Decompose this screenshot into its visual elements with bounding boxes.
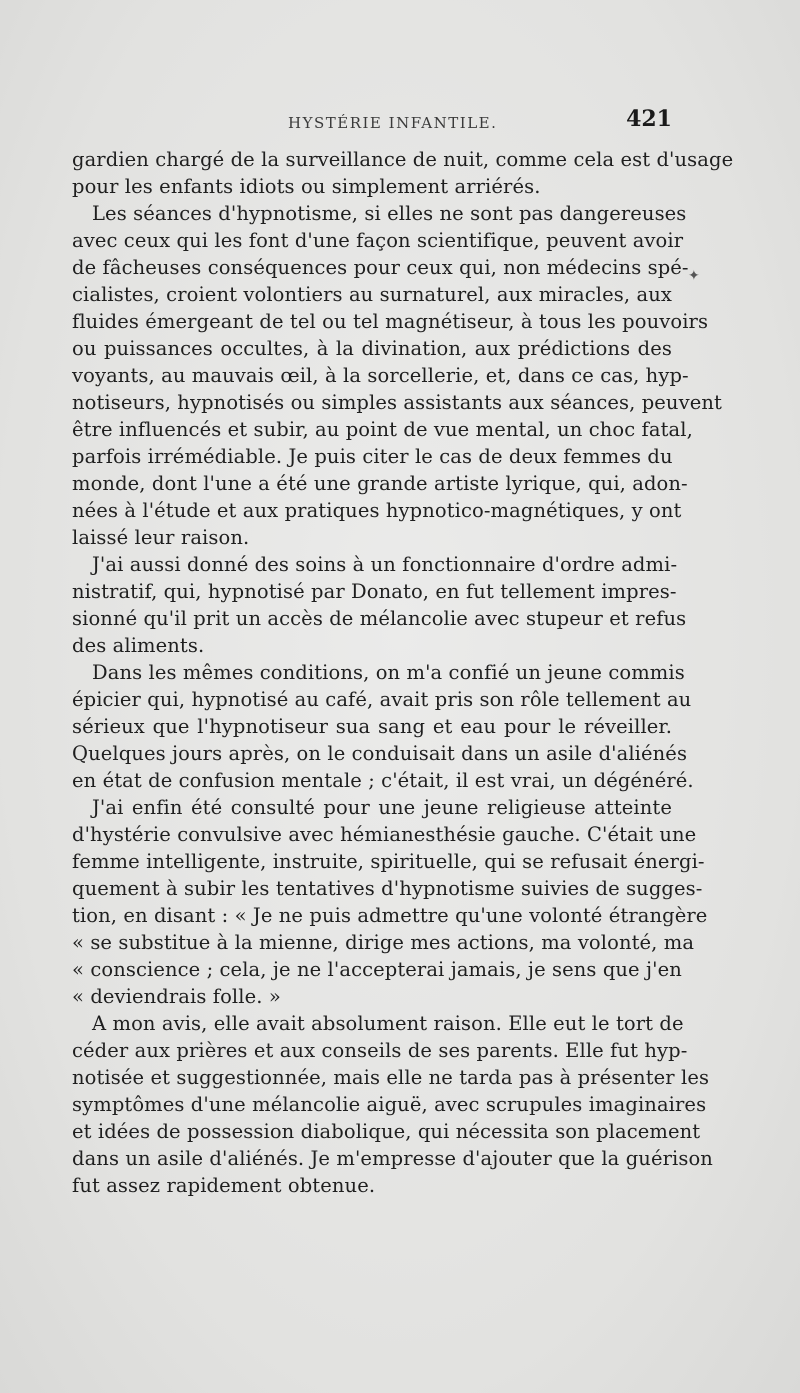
text-line: J'ai enfin été consulté pour une jeune religieuse atteinte bbox=[92, 796, 672, 819]
text-line: de fâcheuses conséquences pour ceux qui, non médecins spé- bbox=[72, 256, 689, 279]
text-line: des aliments. bbox=[72, 634, 205, 657]
text-line: avec ceux qui les font d'une façon scientifique, peuvent avoir bbox=[72, 229, 684, 252]
text-line: Dans les mêmes conditions, on m'a confié un jeune commis bbox=[92, 661, 685, 684]
text-line: femme intelligente, instruite, spirituelle, qui se refusait énergi- bbox=[72, 850, 705, 873]
text-line: notisée et suggestionnée, mais elle ne tarda pas à présenter les bbox=[72, 1066, 710, 1089]
body-text bbox=[72, 146, 734, 1199]
text-line: gardien chargé de la surveillance de nuit, comme cela est d'usage bbox=[72, 148, 734, 171]
text-line: dans un asile d'aliénés. Je m'empresse d'ajouter que la guérison bbox=[72, 1147, 713, 1170]
text-line: être influencés et subir, au point de vue mental, un choc fatal, bbox=[72, 418, 693, 441]
text-line: Quelques jours après, on le conduisait dans un asile d'aliénés bbox=[72, 742, 688, 765]
text-line: nistratif, qui, hypnotisé par Donato, en fut tellement impres- bbox=[72, 580, 677, 603]
text-line: tion, en disant : « Je ne puis admettre qu'une volonté étrangère bbox=[72, 904, 708, 927]
text-line: parfois irrémédiable. Je puis citer le cas de deux femmes du bbox=[72, 445, 673, 468]
text-line: laissé leur raison. bbox=[72, 526, 250, 549]
text-line: symptômes d'une mélancolie aiguë, avec scrupules imaginaires bbox=[72, 1093, 707, 1116]
text-line: fluides émergeant de tel ou tel magnétiseur, à tous les pouvoirs bbox=[72, 310, 709, 333]
page-number: 421 bbox=[626, 106, 672, 132]
text-line: et idées de possession diabolique, qui nécessita son placement bbox=[72, 1120, 701, 1143]
text-line: « deviendrais folle. » bbox=[72, 985, 281, 1008]
text-line: A mon avis, elle avait absolument raison. Elle eut le tort de bbox=[92, 1012, 684, 1035]
text-line: voyants, au mauvais œil, à la sorcellerie, et, dans ce cas, hyp- bbox=[72, 364, 689, 387]
text-line: monde, dont l'une a été une grande artiste lyrique, qui, adon- bbox=[72, 472, 688, 495]
text-line: pour les enfants idiots ou simplement arriérés. bbox=[72, 175, 541, 198]
text-line: « se substitue à la mienne, dirige mes actions, ma volonté, ma bbox=[72, 931, 695, 954]
text-line: céder aux prières et aux conseils de ses parents. Elle fut hyp- bbox=[72, 1039, 688, 1062]
text-line: « conscience ; cela, je ne l'accepterai jamais, je sens que j'en bbox=[72, 958, 682, 981]
text-line: ou puissances occultes, à la divination, aux prédictions des bbox=[72, 337, 672, 360]
margin-mark: ✦ bbox=[688, 268, 700, 284]
text-line: notiseurs, hypnotisés ou simples assistants aux séances, peuvent bbox=[72, 391, 722, 414]
text-line: Les séances d'hypnotisme, si elles ne sont pas dangereuses bbox=[92, 202, 687, 225]
text-line: cialistes, croient volontiers au surnaturel, aux miracles, aux bbox=[72, 283, 672, 306]
text-line: nées à l'étude et aux pratiques hypnotico-magnétiques, y ont bbox=[72, 499, 682, 522]
text-line: d'hystérie convulsive avec hémianesthésie gauche. C'était une bbox=[72, 823, 697, 846]
text-line: J'ai aussi donné des soins à un fonctionnaire d'ordre admi- bbox=[92, 553, 678, 576]
page-header bbox=[72, 106, 672, 140]
running-title: HYSTÉRIE INFANTILE. bbox=[288, 114, 498, 132]
text-line: fut assez rapidement obtenue. bbox=[72, 1174, 376, 1197]
text-line: sérieux que l'hypnotiseur sua sang et eau pour le réveiller. bbox=[72, 715, 672, 738]
text-line: épicier qui, hypnotisé au café, avait pris son rôle tellement au bbox=[72, 688, 692, 711]
text-line: quement à subir les tentatives d'hypnotisme suivies de sugges- bbox=[72, 877, 703, 900]
text-line: sionné qu'il prit un accès de mélancolie avec stupeur et refus bbox=[72, 607, 687, 630]
text-line: en état de confusion mentale ; c'était, il est vrai, un dégénéré. bbox=[72, 769, 694, 792]
